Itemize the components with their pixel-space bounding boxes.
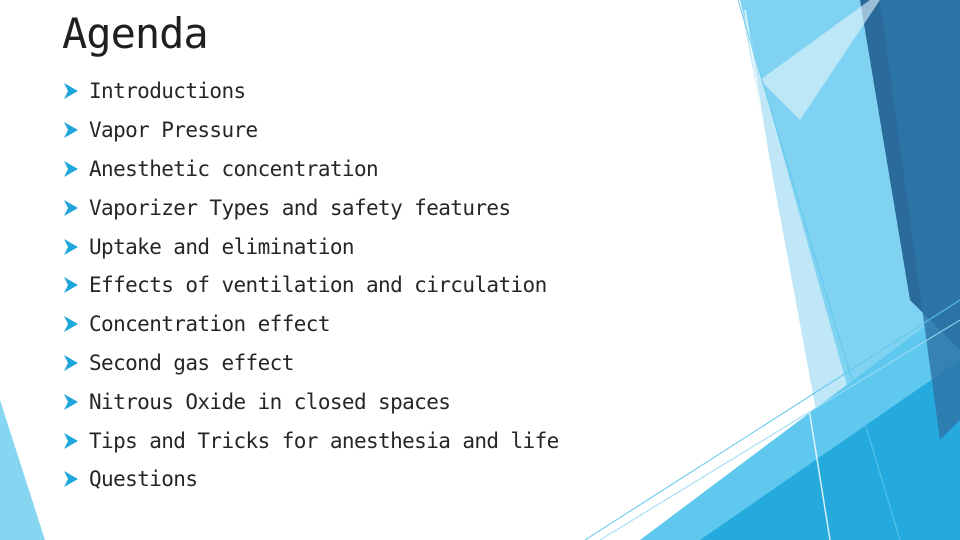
agenda-item-label: Nitrous Oxide in closed spaces [89,389,451,414]
arrow-bullet-icon [62,238,80,256]
arrow-bullet-icon [62,276,80,294]
agenda-item [62,111,559,150]
arrow-bullet-icon [62,199,80,217]
agenda-item [62,421,559,460]
agenda-item [62,266,559,305]
agenda-item [62,72,559,111]
agenda-item-label: Vaporizer Types and safety features [89,195,511,220]
arrow-bullet-icon [62,160,80,178]
arrow-bullet-icon [62,82,80,100]
arrow-bullet-icon [62,470,80,488]
agenda-item-label: Uptake and elimination [89,234,354,259]
agenda-item [62,305,559,344]
agenda-item [62,382,559,421]
agenda-item [62,150,559,189]
arrow-bullet-icon [62,121,80,139]
agenda-list [62,72,559,499]
agenda-item-label: Anesthetic concentration [89,156,379,181]
agenda-item-label: Tips and Tricks for anesthesia and life [89,428,559,453]
agenda-item [62,460,559,499]
arrow-bullet-icon [62,432,80,450]
agenda-item-label: Vapor Pressure [89,118,258,143]
arrow-bullet-icon [62,393,80,411]
agenda-item [62,188,559,227]
agenda-item-label: Effects of ventilation and circulation [89,273,547,298]
agenda-item-label: Second gas effect [89,350,294,375]
agenda-item [62,344,559,383]
decor-left-triangle [0,400,45,540]
agenda-item [62,227,559,266]
slide-title: Agenda [62,9,208,58]
agenda-item-label: Concentration effect [89,312,330,337]
arrow-bullet-icon [62,315,80,333]
agenda-item-label: Questions [89,467,198,492]
arrow-bullet-icon [62,354,80,372]
agenda-item-label: Introductions [89,79,246,104]
